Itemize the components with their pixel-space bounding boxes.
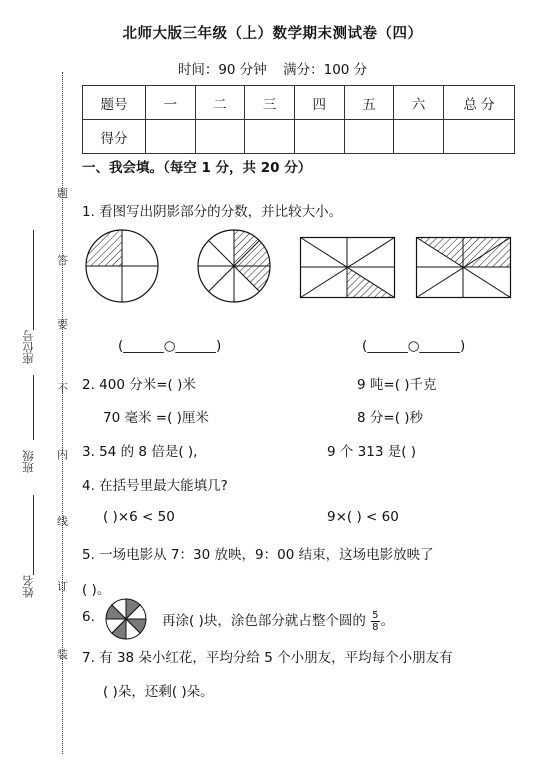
question-4a[interactable]: ( )×6 < 50 bbox=[103, 509, 175, 525]
seat-number-line[interactable] bbox=[33, 230, 34, 330]
score-header-cell: 一 bbox=[146, 86, 196, 120]
exam-info bbox=[0, 58, 545, 78]
question-2c[interactable]: 70 毫米 =( )厘米 bbox=[103, 410, 209, 426]
margin-char: 订 bbox=[57, 580, 68, 593]
margin-char: 内 bbox=[57, 448, 68, 461]
circle-quarters bbox=[86, 230, 158, 302]
circle-eighths bbox=[198, 230, 270, 302]
margin-char: 不 bbox=[57, 382, 68, 395]
q1-compare-left[interactable]: (______○______) bbox=[118, 338, 222, 354]
rectangle-eighths-a bbox=[301, 238, 395, 298]
score-input-cell[interactable] bbox=[294, 120, 344, 154]
name-label: 姓名 bbox=[21, 575, 35, 598]
question-6-end: 。 bbox=[380, 613, 394, 629]
margin-char: 线 bbox=[57, 515, 68, 528]
question-1: 1. 看图写出阴影部分的分数，并比较大小。 bbox=[82, 204, 343, 220]
score-input-cell[interactable] bbox=[245, 120, 295, 154]
page-title: 北师大版三年级（上）数学期末测试卷（四） bbox=[122, 26, 423, 42]
score-header-cell: 二 bbox=[195, 86, 245, 120]
question-4b[interactable]: 9×( ) < 60 bbox=[327, 509, 399, 525]
q6-pie-circle bbox=[105, 598, 147, 640]
class-line[interactable] bbox=[33, 375, 34, 440]
margin-char: 要 bbox=[57, 318, 68, 331]
score-row-label: 得分 bbox=[83, 120, 146, 154]
margin-char: 答 bbox=[57, 254, 68, 267]
q1-rectangles bbox=[300, 237, 520, 299]
fraction-five-eighths bbox=[371, 610, 379, 633]
question-3b[interactable]: 9 个 313 是( ) bbox=[327, 444, 417, 460]
question-2a[interactable]: 2. 400 分米=( )米 bbox=[82, 377, 196, 393]
question-2d[interactable]: 8 分=( )秒 bbox=[357, 410, 424, 426]
score-table bbox=[82, 85, 515, 154]
question-7: 7. 有 38 朵小红花，平均分给 5 个小朋友，平均每个小朋友有 bbox=[82, 650, 453, 666]
question-4: 4. 在括号里最大能填几? bbox=[82, 478, 228, 494]
score-table-score-row bbox=[83, 120, 515, 154]
question-5-answer[interactable]: ( )。 bbox=[82, 582, 111, 598]
score-input-cell[interactable] bbox=[394, 120, 444, 154]
q1-circles bbox=[85, 229, 235, 305]
margin-char: 题 bbox=[57, 187, 68, 200]
seat-number-label: 座位号 bbox=[21, 330, 35, 365]
score-header-cell: 三 bbox=[245, 86, 295, 120]
section-heading: 一、我会填。（每空 1 分，共 20 分） bbox=[82, 160, 312, 176]
question-7-answers[interactable]: ( )朵，还剩( )朵。 bbox=[103, 684, 214, 700]
score-header-cell: 六 bbox=[394, 86, 444, 120]
name-line[interactable] bbox=[33, 495, 34, 575]
score-table-header-row bbox=[83, 86, 515, 120]
score-input-cell[interactable] bbox=[146, 120, 196, 154]
question-5: 5. 一场电影从 7：30 放映，9：00 结束，这场电影放映了 bbox=[82, 547, 434, 563]
time-label: 时间：90 分钟 bbox=[177, 62, 267, 78]
class-label: 班级 bbox=[21, 450, 35, 473]
full-score-label: 满分：100 分 bbox=[283, 62, 368, 78]
fraction-denominator: 8 bbox=[372, 621, 379, 633]
score-header-cell: 总 分 bbox=[444, 86, 515, 120]
rectangle-eighths-b bbox=[417, 238, 511, 298]
question-3a[interactable]: 3. 54 的 8 倍是( ), bbox=[82, 444, 198, 460]
q1-compare-right[interactable]: (______○______) bbox=[362, 338, 466, 354]
score-input-cell[interactable] bbox=[444, 120, 515, 154]
margin-char: 装 bbox=[57, 648, 68, 661]
question-6-text[interactable]: 再涂( )块，涂色部分就占整个圆的 bbox=[162, 613, 366, 629]
question-6-number: 6. bbox=[82, 609, 95, 625]
score-header-cell: 五 bbox=[344, 86, 394, 120]
score-input-cell[interactable] bbox=[195, 120, 245, 154]
fraction-numerator: 5 bbox=[372, 609, 379, 621]
question-6 bbox=[162, 609, 394, 633]
question-2b[interactable]: 9 吨=( )千克 bbox=[357, 377, 437, 393]
score-input-cell[interactable] bbox=[344, 120, 394, 154]
score-header-cell: 题号 bbox=[83, 86, 146, 120]
score-header-cell: 四 bbox=[294, 86, 344, 120]
